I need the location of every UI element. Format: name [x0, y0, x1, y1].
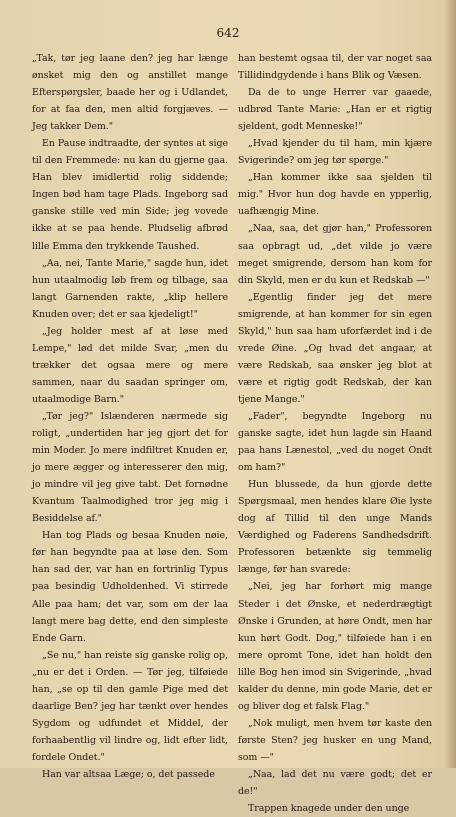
paragraph: „Naa, saa, det gjør han," Professoren saa opbragt ud, „det vilde jo være meget smigrende, dersom han kom for din Skyld, men er du kun et Redskab —" — [238, 223, 432, 286]
paragraph: „Egentlig finder jeg det mere smigrende, at han kommer for sin egen Skyld," hun saa ham uforfærdet ind i de vrede Øine. „Og hvad det angaar, at være Redskab, saa ønsker jeg blot at være et rigtig godt Redskab, der kan tjene Mange." — [238, 291, 432, 405]
paragraph: „Jeg holder mest af at løse med Lempe," lød det milde Svar, „men du trækker det ogsaa mere og mere sammen, naar du saadan springer om, utaalmodige Barn." — [32, 325, 228, 405]
page-edge-shadow — [444, 0, 456, 768]
right-column — [238, 50, 432, 817]
page-number: 642 — [216, 26, 240, 40]
left-column — [32, 50, 228, 783]
paragraph: han bestemt ogsaa til, der var noget saa Tillidindgydende i hans Blik og Væsen. — [238, 53, 432, 82]
paragraph: „Naa, lad det nu være godt; det er de!" — [238, 768, 432, 798]
paragraph: „Nok muligt, men hvem tør kaste den første Sten? jeg husker en ung Mand, som —" — [238, 717, 432, 763]
paragraph: „Fader", begyndte Ingeborg nu ganske sagte, idet hun lagde sin Haand paa hans Lænestol, „ved du noget Ondt om ham?" — [238, 410, 432, 474]
paragraph: „Hvad kjender du til ham, min kjære Svigerinde? om jeg tør spørge." — [238, 138, 432, 167]
paragraph: Han tog Plads og besaa Knuden nøie, før han begyndte paa at løse den. Som han sad der, var han en fortrinlig Typus paa besindig Udholdenhed. Vi stirrede Alle paa ham; det var, som om der laa langt mere bag dette, end den simpleste Ende Garn. — [32, 530, 228, 644]
paragraph: „Han kommer ikke saa sjelden til mig." Hvor hun dog havde en ypperlig, uafhængig Mine. — [238, 172, 432, 218]
paragraph: „Aa, nei, Tante Marie," sagde hun, idet hun utaalmodig løb frem og tilbage, saa langt Garnenden rakte, „klip hellere Knuden over; det er saa kjedeligt!" — [32, 257, 228, 320]
paragraph: Hun blussede, da hun gjorde dette Spørgsmaal, men hendes klare Øie lyste dog af Tillid til den unge Mands Værdighed og Faderens Sandhedsdrift. Professoren betænkte sig temmelig længe, før han svarede: — [238, 479, 432, 576]
paragraph: „Tak, tør jeg laane den? jeg har længe ønsket mig den og anstillet mange Efterspørgsler, baade her og i Udlandet, for at faa den, men altid forgjæves. — Jeg takker Dem." — [32, 53, 228, 133]
paragraph: Trappen knagede under den unge — [248, 803, 410, 815]
paragraph: „Se nu," han reiste sig ganske rolig op, „nu er det i Orden. — Tør jeg, tilføiede han, „se op til den gamle Pige med det daarlige Ben? jeg har tænkt over hendes Sygdom og udfundet et Middel, der forhaabentlig vil lindre og, lidt efter lidt, fordele Ondet." — [32, 649, 228, 763]
paragraph: „Nei, jeg har forhørt mig mange Steder i det Ønske, et nederdrægtigt Ønske i Grunden, at høre Ondt, men har kun hørt Godt. Dog," tilføiede han i en mere opromt Tone, idet han holdt den lille Bog hen imod sin Svigerinde, „hvad kalder du denne, min gode Marie, det er og bliver dog et falsk Flag." — [238, 581, 432, 712]
paragraph: Han var altsaa Læge; o, det passede — [42, 768, 215, 780]
paragraph: „Tør jeg?" Islænderen nærmede sig roligt, „undertiden har jeg gjort det for min Moder. Jo mere indfiltret Knuden er, jo mere ægger og interesserer den mig, jo mindre vil jeg give tabt. Det fornødne Kvantum Taalmodighed tror jeg mig i Besiddelse af." — [32, 410, 228, 525]
paragraph: Da de to unge Herrer var gaaede, udbrød Tante Marie: „Han er et rigtig sjeldent, godt Menneske!" — [238, 87, 432, 133]
paragraph: En Pause indtraadte, der syntes at sige til den Fremmede: nu kan du gjerne gaa. Han blev imidlertid rolig siddende; Ingen bød ham tage Plads. Ingeborg sad ganske stille ved min Side; jeg vovede ikke at se paa hende. Pludselig afbrød lille Emma den trykkende Taushed. — [32, 138, 228, 252]
